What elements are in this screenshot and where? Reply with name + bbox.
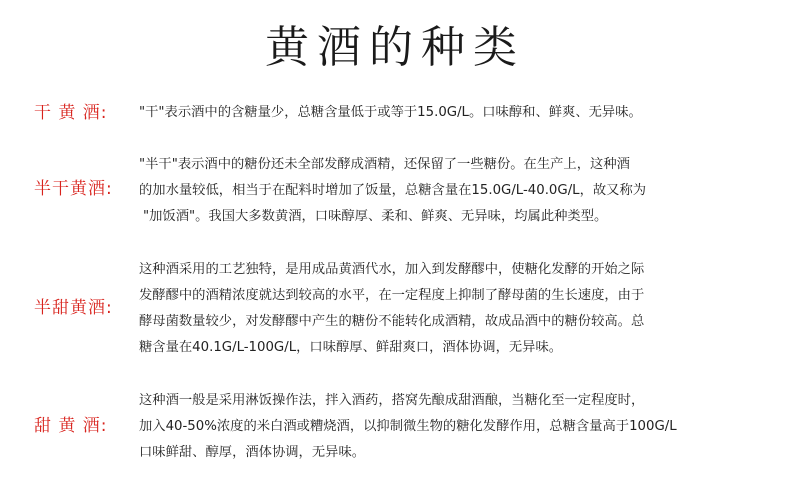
body-line: 糖含量在40.1G/L-100G/L，口味醇厚、鲜甜爽口，酒体协调，无异味。 <box>139 340 563 355</box>
body-line: 发酵醪中的酒精浓度就达到较高的水平，在一定程度上抑制了酵母菌的生长速度，由于 <box>139 288 645 303</box>
section-body <box>139 100 779 126</box>
body-line: "加饭酒"。我国大多数黄酒，口味醇厚、柔和、鲜爽、无异味，均属此种类型。 <box>143 209 608 224</box>
section-body <box>139 388 779 466</box>
body-line: 酵母菌数量较少，对发酵醪中产生的糖份不能转化成酒精，故成品酒中的糖份较高。总 <box>139 314 645 329</box>
page-title: 黄酒的种类 <box>265 22 525 73</box>
body-line: 加入40-50%浓度的米白酒或糟烧酒，以抑制微生物的糖化发酵作用，总糖含量高于100G/L <box>139 419 677 434</box>
body-line: 这种酒一般是采用淋饭操作法，拌入酒药，搭窝先酿成甜酒酿，当糖化至一定程度时， <box>139 393 645 408</box>
section-label: 甜 黄 酒: <box>34 416 108 436</box>
body-line: 这种酒采用的工艺独特，是用成品黄酒代水，加入到发酵醪中，使糖化发酵的开始之际 <box>139 262 645 277</box>
section-body <box>139 257 779 361</box>
section-body <box>139 152 779 230</box>
body-line: 口味鲜甜、醇厚，酒体协调，无异味。 <box>139 445 366 460</box>
section-label: 半干黄酒: <box>34 179 113 199</box>
body-line: 的加水量较低，相当于在配料时增加了饭量，总糖含量在15.0G/L-40.0G/L，故又称为 <box>139 183 647 198</box>
section-label: 半甜黄酒: <box>34 298 113 318</box>
body-line: "半干"表示酒中的糖份还未全部发酵成酒精，还保留了一些糖份。在生产上，这种酒 <box>139 157 630 172</box>
section-label: 干 黄 酒: <box>34 103 108 123</box>
body-line: "干"表示酒中的含糖量少，总糖含量低于或等于15.0G/L。口味醇和、鲜爽、无异味。 <box>139 105 642 120</box>
